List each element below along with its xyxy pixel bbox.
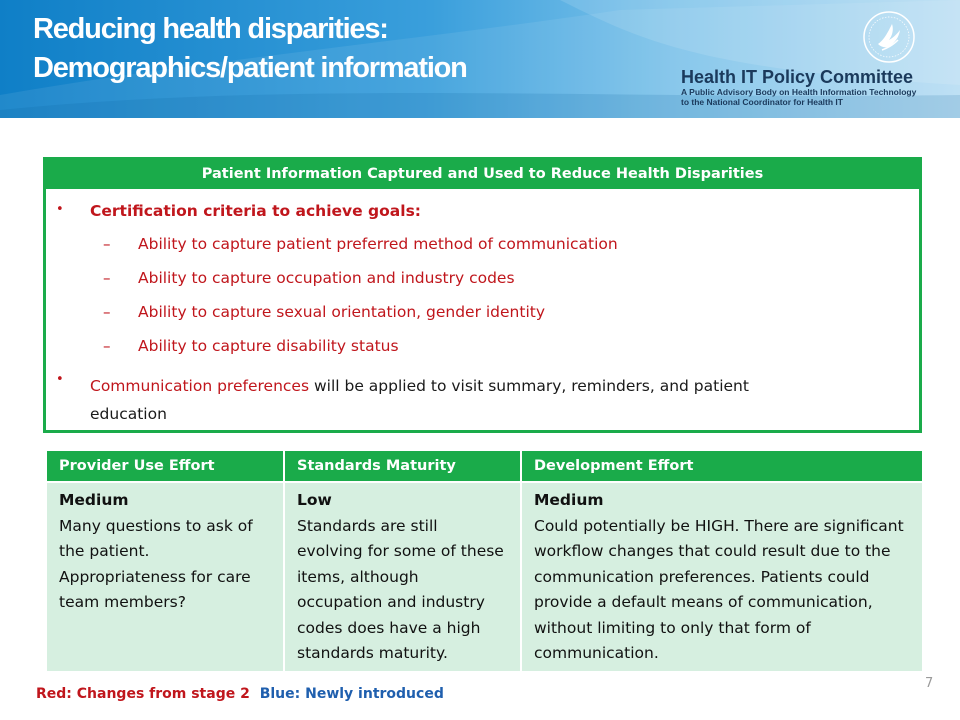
committee-name: Health IT Policy Committee (681, 67, 914, 87)
header-provider-use-effort: Provider Use Effort (47, 451, 284, 482)
bullet-dot-2: • (56, 372, 64, 387)
cell-development-effort (521, 482, 923, 671)
info-box-title: Patient Information Captured and Used to Reduce Health Disparities (46, 160, 919, 189)
communication-preferences-text (90, 372, 890, 428)
table-row (47, 482, 923, 671)
legend-red: Red: Changes from stage 2 (36, 686, 250, 702)
hhs-eagle-logo (862, 10, 916, 64)
sub-item-occupation: Ability to capture occupation and industry codes (138, 269, 515, 287)
title-line-2: Demographics/patient information (33, 52, 467, 84)
dash-1: – (103, 235, 111, 253)
page-number: 7 (925, 676, 934, 691)
communication-preferences-label: Communication preferences (90, 377, 310, 395)
cell-provider-use-effort (47, 482, 284, 671)
title-line-1: Reducing health disparities: (33, 13, 388, 45)
legend-blue: Blue: Newly introduced (259, 686, 444, 702)
communication-preferences-detail-cont: education (90, 405, 167, 423)
standards-maturity-description: Standards are still evolving for some of these items, although occupation and industry codes does have a high standards maturity. (297, 516, 504, 662)
provider-use-level: Medium (59, 491, 129, 509)
header-development-effort: Development Effort (521, 451, 923, 482)
patient-info-box (43, 157, 922, 433)
page-title (33, 10, 633, 88)
table-header-row (47, 451, 923, 482)
color-legend (36, 686, 444, 702)
communication-preferences-detail: will be applied to visit summary, reminders, and patient (309, 377, 749, 395)
bullet-dot-1: • (56, 202, 64, 217)
dash-2: – (103, 269, 111, 287)
sub-item-communication: Ability to capture patient preferred method of communication (138, 235, 618, 253)
sub-item-sexual-orientation: Ability to capture sexual orientation, gender identity (138, 303, 546, 321)
certification-criteria-heading: Certification criteria to achieve goals: (90, 202, 421, 220)
cell-standards-maturity (284, 482, 521, 671)
committee-subtitle-2: to the National Coordinator for Health IT (681, 97, 843, 107)
dash-4: – (103, 337, 111, 355)
dash-3: – (103, 303, 111, 321)
committee-subtitle-1: A Public Advisory Body on Health Information Technology (681, 87, 917, 97)
standards-maturity-level: Low (297, 491, 332, 509)
development-effort-level: Medium (534, 491, 604, 509)
provider-use-description: Many questions to ask of the patient. Appropriateness for care team members? (59, 516, 253, 611)
committee-logo-text (681, 67, 951, 107)
header-standards-maturity: Standards Maturity (284, 451, 521, 482)
development-effort-description: Could potentially be HIGH. There are significant workflow changes that could result due to the communication preferences. Patients could provide a default means of communication, without limiting to only that form of communication. (534, 516, 904, 662)
header-banner (0, 0, 960, 118)
sub-item-disability: Ability to capture disability status (138, 337, 399, 355)
effort-table (47, 451, 924, 671)
